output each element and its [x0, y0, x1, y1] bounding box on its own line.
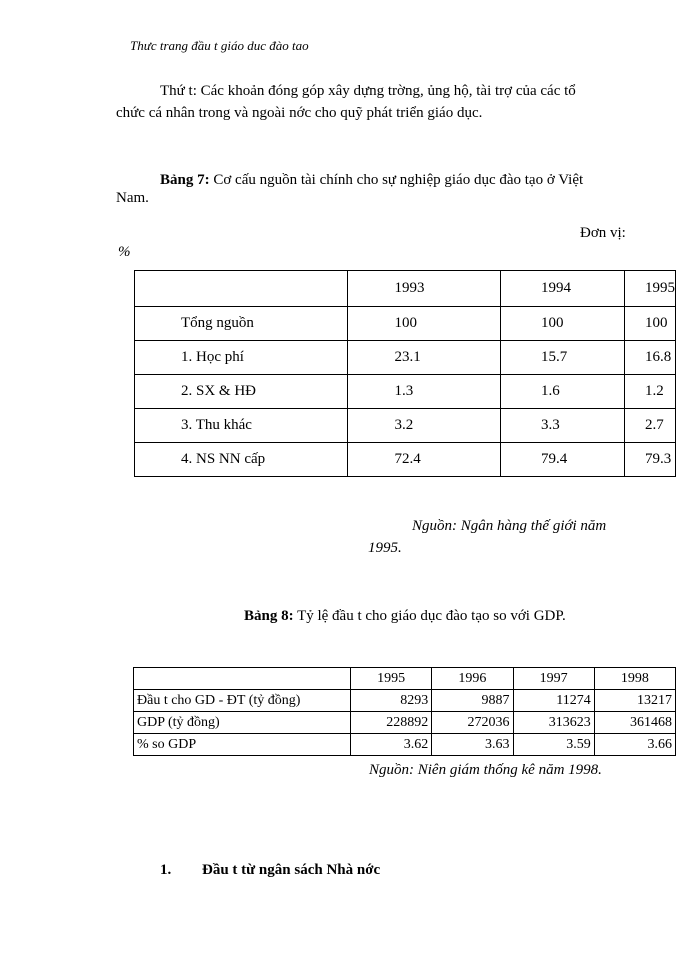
- table-cell: % so GDP: [134, 734, 351, 756]
- table-cell: 16.8: [625, 341, 676, 375]
- table8-source: Nguồn: Niên giám thống kê năm 1998.: [369, 762, 602, 778]
- table-cell: 79.4: [501, 443, 625, 477]
- table-cell: 1997: [513, 668, 594, 690]
- table8-caption: [244, 608, 566, 625]
- table-row: [134, 712, 676, 734]
- table-row: [135, 409, 676, 443]
- table-cell: 1.6: [501, 375, 625, 409]
- table-cell: 13217: [594, 690, 675, 712]
- table7-caption: [160, 172, 583, 189]
- table8-caption-text: Tỷ lệ đầu t cho giáo dục đào tạo so với GDP.: [293, 608, 566, 624]
- table-cell: Tổng nguồn: [135, 307, 348, 341]
- table-row: [134, 668, 676, 690]
- table-row: [135, 307, 676, 341]
- table7-unit-label: Đơn vị:: [580, 225, 626, 241]
- table-cell: Đầu t cho GD - ĐT (tỷ đồng): [134, 690, 351, 712]
- table-cell: 3.66: [594, 734, 675, 756]
- table8-caption-label: Bảng 8:: [244, 608, 294, 624]
- table-row: [134, 734, 676, 756]
- table-cell: 1993: [348, 271, 501, 307]
- table-cell: 100: [625, 307, 676, 341]
- table-cell: 3.2: [348, 409, 501, 443]
- table-cell: 1996: [432, 668, 513, 690]
- table-cell: 1995: [625, 271, 676, 307]
- table-cell: 11274: [513, 690, 594, 712]
- table-cell: 1995: [351, 668, 432, 690]
- paragraph-line-2: chức cá nhân trong và ngoài nớc cho quỹ phát triển giáo dục.: [116, 105, 483, 121]
- section-number: 1.: [160, 862, 172, 878]
- table-cell: 8293: [351, 690, 432, 712]
- table-cell: 23.1: [348, 341, 501, 375]
- table-row: [135, 271, 676, 307]
- table-cell: 361468: [594, 712, 675, 734]
- table-cell: 3. Thu khác: [135, 409, 348, 443]
- table-cell: 1. Học phí: [135, 341, 348, 375]
- table-row: [134, 690, 676, 712]
- table-row: [135, 375, 676, 409]
- table-cell: 1.3: [348, 375, 501, 409]
- table-cell: 100: [348, 307, 501, 341]
- page-header: Thưc trang đầu t giáo duc đào tao: [130, 38, 309, 53]
- table-row: [135, 341, 676, 375]
- table7-caption-line-2: Nam.: [116, 190, 149, 206]
- table-cell: 3.63: [432, 734, 513, 756]
- table-cell: 72.4: [348, 443, 501, 477]
- table-cell: 3.59: [513, 734, 594, 756]
- table-cell: 228892: [351, 712, 432, 734]
- table-cell: 4. NS NN cấp: [135, 443, 348, 477]
- table8: [133, 667, 676, 756]
- table7-source-line-1: Nguồn: Ngân hàng thế giới năm: [412, 518, 607, 534]
- table7-source-line-2: 1995.: [368, 540, 402, 556]
- table-cell: 1.2: [625, 375, 676, 409]
- table-cell: 1998: [594, 668, 675, 690]
- table-cell: 79.3: [625, 443, 676, 477]
- table-cell: 3.62: [351, 734, 432, 756]
- table-cell: GDP (tỷ đồng): [134, 712, 351, 734]
- table-cell: 272036: [432, 712, 513, 734]
- table-cell: 3.3: [501, 409, 625, 443]
- table7: [134, 270, 676, 477]
- paragraph-line-1: Thứ t: Các khoản đóng góp xây dựng trờng, ủng hộ, tài trợ của các tổ: [160, 83, 576, 99]
- table-cell: [134, 668, 351, 690]
- table7-caption-label: Bảng 7:: [160, 172, 210, 188]
- table7-caption-text: Cơ cấu nguồn tài chính cho sự nghiệp giáo dục đào tạo ở Việt: [209, 172, 584, 188]
- table-cell: 313623: [513, 712, 594, 734]
- table-cell: 100: [501, 307, 625, 341]
- table-cell: 9887: [432, 690, 513, 712]
- table-cell: 2. SX & HĐ: [135, 375, 348, 409]
- table-cell: [135, 271, 348, 307]
- table-cell: 2.7: [625, 409, 676, 443]
- table-cell: 1994: [501, 271, 625, 307]
- table-row: [135, 443, 676, 477]
- table7-unit-symbol: %: [118, 244, 131, 260]
- section-title: Đầu t từ ngân sách Nhà nớc: [202, 862, 381, 878]
- table-cell: 15.7: [501, 341, 625, 375]
